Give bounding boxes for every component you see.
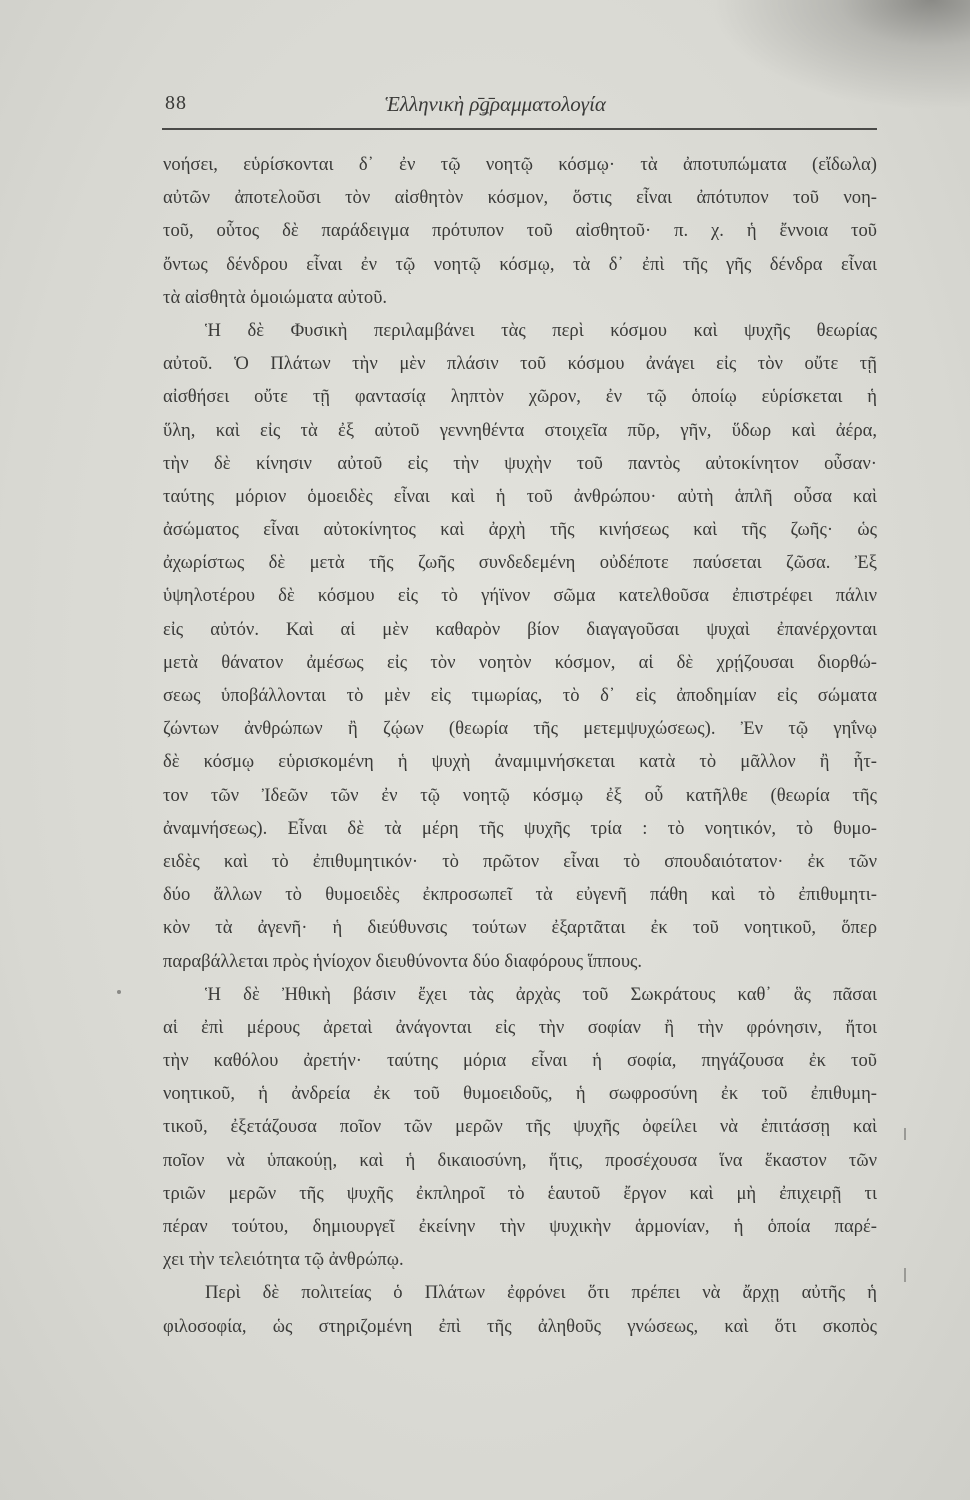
text-line: ὄντως δένδρου εἶναι ἐν τῷ νοητῷ κόσμῳ, τὰ δ᾽ ἐπὶ τῆς γῆς δένδρα εἶναι	[163, 253, 877, 275]
text-line: χει τὴν τελειότητα τῷ ἀνθρώπῳ.	[163, 1249, 404, 1271]
text-line: αἰσθήσει οὔτε τῇ φαντασίᾳ ληπτὸν χῶρον, ἐν τῷ ὁποίῳ εὑρίσκεται ἡ	[163, 386, 877, 408]
text-line: σεως ὑποβάλλονται τὸ μὲν εἰς τιμωρίας, τὸ δ᾽ εἰς ἀποδημίαν εἰς σώματα	[163, 685, 877, 706]
text-line: τικοῦ, ἐξετάζουσα ποῖον τῶν μερῶν τῆς ψυχῆς ὀφείλει νὰ ἐπιτάσσῃ καὶ	[163, 1116, 877, 1138]
paragraph-start-politics: Περὶ δὲ πολιτείας ὁ Πλάτων ἐφρόνει ὅτι πρέπει νὰ ἄρχῃ αὐτῆς ἡ	[205, 1282, 877, 1304]
text-line: αὐτοῦ. Ὁ Πλάτων τὴν μὲν πλάσιν τοῦ κόσμου ἀνάγει εἰς τὸν οὔτε τῇ	[163, 353, 877, 375]
text-line: ὑψηλοτέρου δὲ κόσμου εἰς τὸ γήϊνον σῶμα κατελθοῦσα ἐπιστρέφει πάλιν	[163, 585, 877, 607]
page-number: 88	[165, 92, 187, 114]
margin-speck	[117, 990, 121, 994]
text-line: τὴν δὲ κίνησιν αὐτοῦ εἰς τὴν ψυχὴν τοῦ παντὸς αὐτοκίνητον οὖσαν·	[163, 452, 877, 474]
text-line: κὸν τὰ ἀγενῆ· ἡ διεύθυνσις τούτων ἐξαρτᾶται ἐκ τοῦ νοητικοῦ, ὅπερ	[163, 917, 877, 939]
body-text	[163, 148, 877, 1343]
text-line: ἀναμνήσεως). Εἶναι δὲ τὰ μέρη τῆς ψυχῆς τρία : τὸ νοητικόν, τὸ θυμο-	[163, 817, 877, 839]
text-line: δὲ κόσμῳ εὑρισκομένη ἡ ψυχὴ ἀναμιμνήσκεται κατὰ τὸ μᾶλλον ἢ ἧτ-	[163, 751, 877, 773]
running-title: Ἑλληνικὴ ρ̄ǥ̄ραμματολογία	[385, 92, 606, 116]
text-line: δύο ἄλλων τὸ θυμοειδὲς ἐκπροσωπεῖ τὰ εὐγενῆ πάθη καὶ τὸ ἐπιθυμητι-	[163, 884, 877, 906]
text-line: τὴν καθόλου ἀρετήν· ταύτης μόρια εἶναι ἡ σοφία, πηγάζουσα ἐκ τοῦ	[163, 1050, 877, 1072]
margin-mark	[904, 1128, 906, 1140]
paragraph-start-ethics: Ἡ δὲ Ἠθικὴ βάσιν ἔχει τὰς ἀρχὰς τοῦ Σωκράτους καθ᾽ ἃς πᾶσαι	[205, 983, 877, 1005]
text-line: ταύτης μόριον ὁμοειδὲς εἶναι καὶ ἡ τοῦ ἀνθρώπου· αὐτὴ ἁπλῆ οὖσα καὶ	[163, 485, 877, 507]
text-line: τοῦ, οὗτος δὲ παράδειγμα πρότυπον τοῦ αἰσθητοῦ· π. χ. ἡ ἔννοια τοῦ	[163, 220, 877, 242]
text-line: νοήσει, εὑρίσκονται δ᾽ ἐν τῷ νοητῷ κόσμῳ· τὰ ἀποτυπώματα (εἴδωλα)	[163, 154, 877, 175]
text-line: ποῖον νὰ ὑπακούῃ, καὶ ἡ δικαιοσύνη, ἥτις, προσέχουσα ἵνα ἕκαστον τῶν	[163, 1149, 877, 1171]
page-header	[160, 92, 875, 126]
text-line: νοητικοῦ, ἡ ἀνδρεία ἐκ τοῦ θυμοειδοῦς, ἡ σωφροσύνη ἐκ τοῦ ἐπιθυμη-	[163, 1083, 877, 1105]
text-line: αἱ ἐπὶ μέρους ἀρεταὶ ἀνάγονται εἰς τὴν σοφίαν ἢ τὴν φρόνησιν, ἤτοι	[163, 1016, 877, 1038]
paragraph-start-physics: Ἡ δὲ Φυσικὴ περιλαμβάνει τὰς περὶ κόσμου καὶ ψυχῆς θεωρίας	[205, 319, 877, 341]
text-line: ὕλη, καὶ εἰς τὰ ἐξ αὐτοῦ γεννηθέντα στοιχεῖα πῦρ, γῆν, ὕδωρ καὶ ἀέρα,	[163, 419, 877, 441]
text-line: τον τῶν Ἰδεῶν τῶν ἐν τῷ νοητῷ κόσμῳ ἐξ οὗ κατῆλθε (θεωρία τῆς	[163, 784, 877, 806]
text-line: τὰ αἰσθητὰ ὁμοιώματα αὐτοῦ.	[163, 286, 388, 308]
text-line: ζώντων ἀνθρώπων ἢ ζῴων (θεωρία τῆς μετεμψυχώσεως). Ἐν τῷ γηΐνῳ	[163, 718, 877, 740]
text-line: τριῶν μερῶν τῆς ψυχῆς ἐκπληροῖ τὸ ἑαυτοῦ ἔργον καὶ μὴ ἐπιχειρῇ τι	[163, 1182, 877, 1204]
text-line: ἀχωρίστως δὲ μετὰ τῆς ζωῆς συνδεδεμένη οὐδέποτε παύσεται ζῶσα. Ἐξ	[163, 552, 877, 574]
text-line: ειδὲς καὶ τὸ ἐπιθυμητικόν· τὸ πρῶτον εἶναι τὸ σπουδαιότατον· ἐκ τῶν	[163, 850, 877, 872]
text-line: φιλοσοφία, ὡς στηριζομένη ἐπὶ τῆς ἀληθοῦς γνώσεως, καὶ ὅτι σκοπὸς	[163, 1315, 877, 1337]
text-line: αὐτῶν ἀποτελοῦσι τὸν αἰσθητὸν κόσμον, ὅστις εἶναι ἀπότυπον τοῦ νοη-	[163, 187, 877, 209]
margin-mark	[904, 1268, 906, 1282]
text-line: πέραν τούτου, δημιουργεῖ ἐκείνην τὴν ψυχικὴν ἁρμονίαν, ἡ ὁποία παρέ-	[163, 1216, 877, 1237]
text-line: παραβάλλεται πρὸς ἡνίοχον διευθύνοντα δύο διαφόρους ἵππους.	[163, 950, 643, 972]
text-line: μετὰ θάνατον ἀμέσως εἰς τὸν νοητὸν κόσμον, αἱ δὲ χρῄζουσαι διορθώ-	[163, 651, 877, 673]
text-line: εἰς αὐτόν. Καὶ αἱ μὲν καθαρὸν βίον διαγαγοῦσαι ψυχαὶ ἐπανέρχονται	[163, 618, 877, 640]
text-line: ἀσώματος εἶναι αὐτοκίνητος καὶ ἀρχὴ τῆς κινήσεως καὶ τῆς ζωῆς· ὡς	[163, 519, 877, 541]
header-rule	[162, 128, 877, 130]
